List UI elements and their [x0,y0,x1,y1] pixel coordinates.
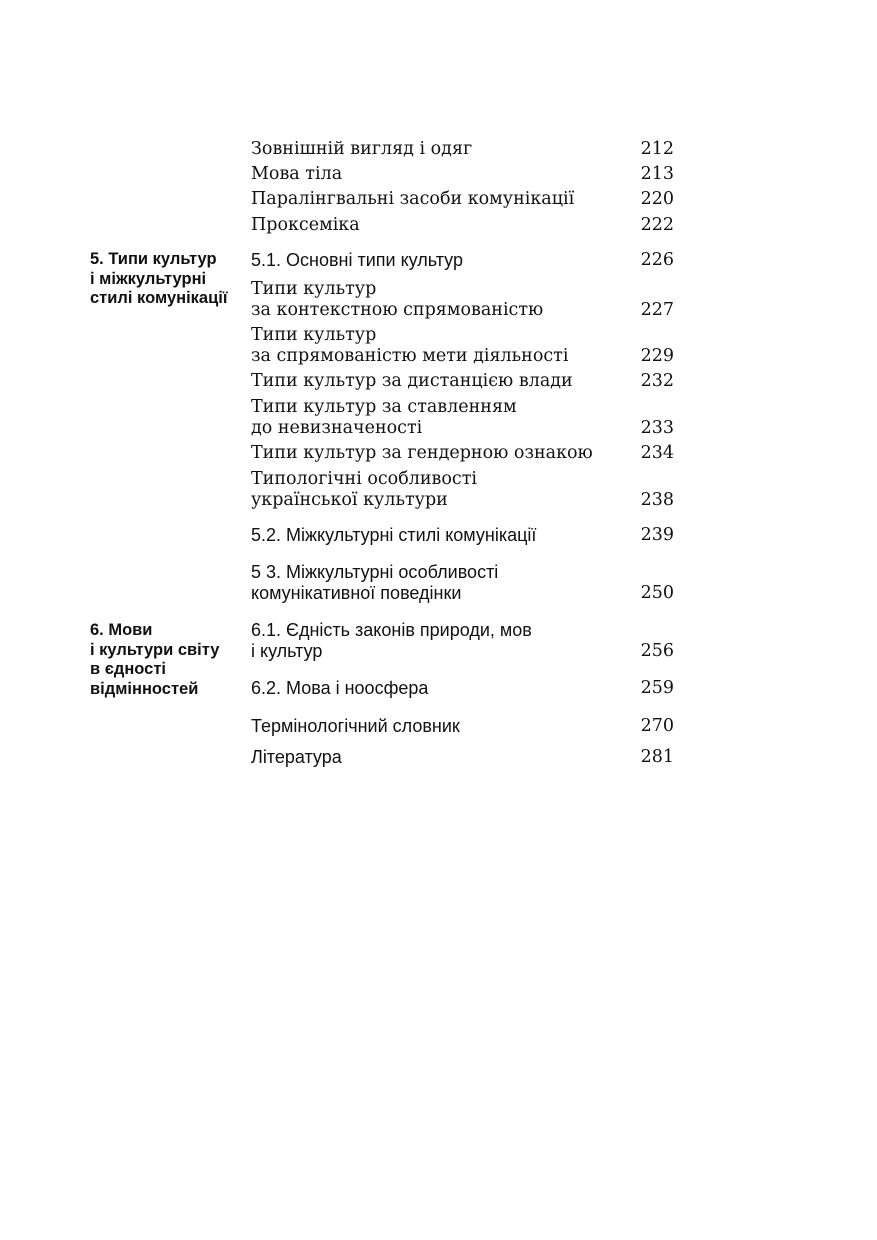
toc-entry-page: 239 [640,525,674,545]
toc-entry [251,164,674,185]
toc-entry-title: 5.2. Міжкультурні стилі комунікації [251,525,537,545]
toc-entry-page: 250 [640,583,674,603]
toc-entry-title: Типи культур за спрямованістю мети діяльності [251,325,569,366]
toc-entry-title: Література [251,747,342,767]
toc-entry-page: 213 [640,164,674,184]
toc-entry-title: Типи культур за гендерною ознакою [251,443,593,463]
toc-entry [251,215,674,236]
toc-entry-page: 256 [640,641,674,661]
toc-entry-title: Типологічні особливості української культури [251,469,478,510]
section-heading-5: 5. Типи культур і міжкультурні стилі комунікації [90,250,228,307]
toc-entry-title: Типи культур за дистанцією влади [251,371,573,391]
toc-entry-title: 5.1. Основні типи культур [251,250,463,270]
toc-subsection [251,678,674,699]
toc-entry-page: 238 [640,490,674,510]
toc-entry [251,371,674,392]
toc-entry-title: Проксеміка [251,215,360,235]
toc-entry-title: Типи культур за ставленням до невизначеності [251,397,517,438]
toc-entry-page: 220 [640,189,674,209]
toc-subsection [251,562,674,604]
toc-entry-page: 259 [640,678,674,698]
toc-entry-title: Термінологічний словник [251,716,460,736]
toc-subsection [251,250,674,271]
toc-entry [251,279,674,321]
toc-entry [251,189,674,210]
toc-entry-title: Зовнішній вигляд і одяг [251,139,473,159]
toc-subsection [251,620,674,662]
toc-subsection [251,716,674,737]
toc-entry-page: 212 [640,139,674,159]
toc-entry-title: Мова тіла [251,164,343,184]
toc-entry [251,139,674,160]
toc-entry-title: Типи культур за контекстною спрямованістю [251,279,544,320]
toc-entry-page: 232 [640,371,674,391]
toc-subsection [251,525,674,546]
toc-entry-title: 6.2. Мова і ноосфера [251,678,429,698]
toc-subsection [251,747,674,768]
toc-entry-page: 229 [640,346,674,366]
toc-entry [251,397,674,439]
toc-entry-page: 281 [640,747,674,767]
toc-entry-title: 6.1. Єдність законів природи, мов і культур [251,620,532,661]
toc-entry-title: 5 3. Міжкультурні особливості комунікативної поведінки [251,562,499,603]
section-heading-6: 6. Мови і культури світу в єдності відмінностей [90,621,220,698]
toc-entry [251,469,674,511]
toc-entry [251,443,674,464]
toc-entry-title: Паралінгвальні засоби комунікації [251,189,575,209]
toc-entry-page: 233 [640,418,674,438]
toc-entry-page: 222 [640,215,674,235]
toc-entry-page: 226 [640,250,674,270]
toc-entry-page: 270 [640,716,674,736]
toc-entry [251,325,674,367]
toc-entry-page: 234 [640,443,674,463]
toc-entry-page: 227 [640,300,674,320]
